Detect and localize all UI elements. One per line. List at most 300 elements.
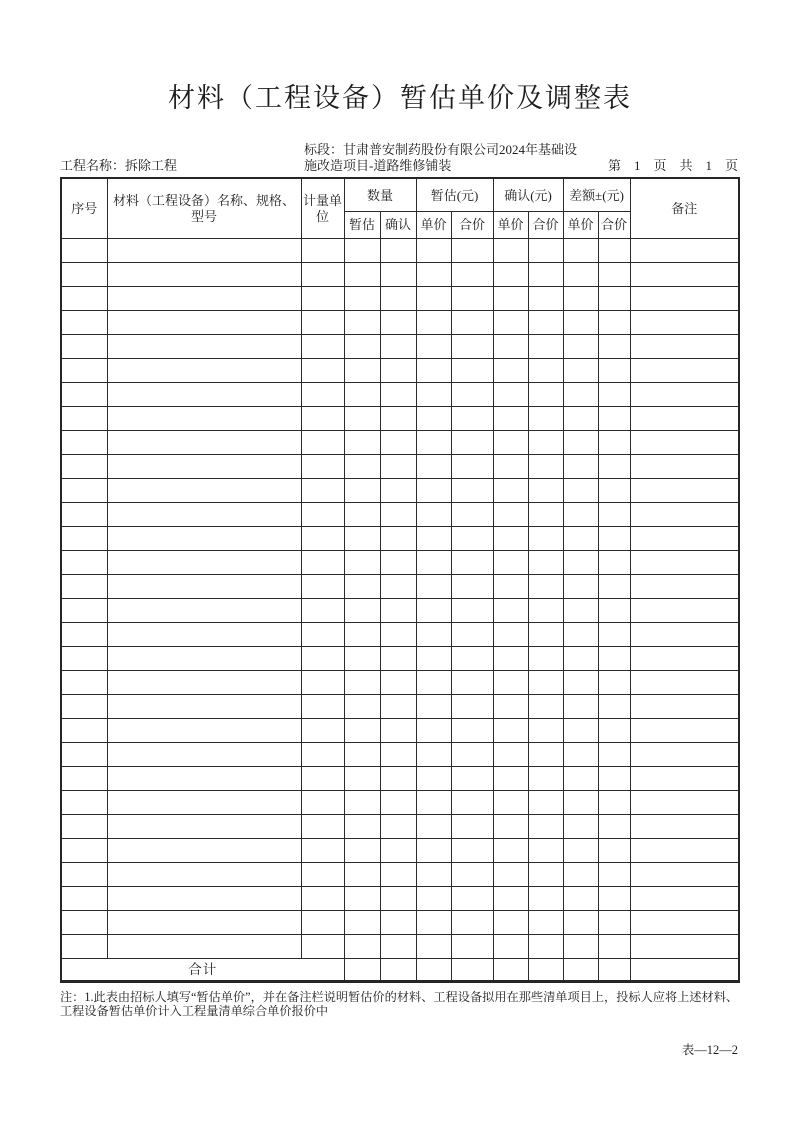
empty-cell [493,886,528,910]
empty-cell [301,694,344,718]
empty-cell [528,334,563,358]
empty-cell [630,646,739,670]
project-name: 工程名称：拆除工程 [60,157,178,173]
empty-cell [598,358,630,382]
empty-cell [416,334,451,358]
page-label: 第 [607,157,621,173]
empty-cell [528,790,563,814]
empty-cell [528,262,563,286]
empty-cell [380,382,416,406]
empty-cell [528,550,563,574]
empty-cell [416,430,451,454]
empty-cell [528,622,563,646]
empty-cell [107,286,301,310]
empty-cell [630,622,739,646]
empty-cell [493,382,528,406]
sub-header-diff-total-price: 合价 [598,211,630,238]
empty-cell [380,238,416,262]
empty-cell [61,862,107,886]
empty-cell [528,598,563,622]
empty-cell [107,718,301,742]
empty-cell [344,358,380,382]
empty-cell [493,910,528,934]
empty-cell [630,814,739,838]
empty-cell [451,646,493,670]
page-title: 材料（工程设备）暂估单价及调整表 [168,83,632,113]
empty-cell [598,262,630,286]
empty-cell [451,550,493,574]
empty-cell [598,694,630,718]
empty-cell [493,598,528,622]
empty-cell [344,790,380,814]
empty-cell [380,670,416,694]
empty-cell [61,478,107,502]
empty-cell [61,310,107,334]
sub-header-conf-unit-price: 单价 [493,211,528,238]
empty-cell [563,502,598,526]
empty-cell [380,454,416,478]
empty-cell [301,742,344,766]
empty-cell [107,574,301,598]
empty-cell [451,502,493,526]
empty-cell [61,550,107,574]
empty-cell [451,670,493,694]
empty-cell [61,670,107,694]
sub-header-qty-provisional: 暂估 [344,211,380,238]
empty-cell [493,646,528,670]
empty-cell [61,910,107,934]
empty-cell [61,286,107,310]
empty-cell [630,358,739,382]
empty-cell [61,502,107,526]
empty-cell [563,574,598,598]
col-group-quantity: 数量 [344,178,416,211]
empty-cell [416,910,451,934]
empty-cell [416,526,451,550]
empty-cell [416,646,451,670]
price-adjustment-table [60,177,740,983]
empty-cell [344,862,380,886]
empty-cell [528,526,563,550]
empty-cell [301,406,344,430]
empty-cell [598,550,630,574]
empty-cell [344,646,380,670]
empty-cell [630,334,739,358]
total-empty-cell [344,958,380,981]
empty-cell [598,766,630,790]
empty-cell [344,454,380,478]
col-header-serial: 序号 [61,178,107,238]
empty-cell [493,862,528,886]
empty-cell [301,622,344,646]
empty-cell [416,934,451,958]
empty-cell [528,358,563,382]
table-row [61,574,739,598]
empty-cell [451,814,493,838]
empty-cell [344,718,380,742]
empty-cell [61,382,107,406]
empty-cell [598,934,630,958]
empty-cell [493,790,528,814]
empty-cell [107,766,301,790]
empty-cell [61,358,107,382]
page-current: 1 [633,157,641,173]
table-row [61,454,739,478]
empty-cell [598,238,630,262]
section-line-2: 施改造项目-道路维修铺装 [304,157,452,173]
table-row [61,862,739,886]
empty-cell [380,718,416,742]
empty-cell [528,478,563,502]
empty-cell [416,382,451,406]
empty-cell [107,694,301,718]
empty-cell [563,454,598,478]
empty-cell [61,598,107,622]
empty-cell [493,814,528,838]
empty-cell [451,238,493,262]
empty-cell [416,310,451,334]
empty-cell [598,838,630,862]
empty-cell [493,526,528,550]
empty-cell [563,238,598,262]
empty-cell [493,670,528,694]
empty-cell [451,430,493,454]
sub-header-prov-unit-price: 单价 [416,211,451,238]
table-row [61,478,739,502]
empty-cell [416,286,451,310]
empty-cell [107,598,301,622]
empty-cell [380,310,416,334]
empty-cell [493,694,528,718]
empty-cell [344,382,380,406]
table-row [61,838,739,862]
empty-cell [344,310,380,334]
empty-cell [301,382,344,406]
empty-cell [380,598,416,622]
empty-cell [107,406,301,430]
empty-cell [61,838,107,862]
empty-cell [344,238,380,262]
empty-cell [344,286,380,310]
empty-cell [451,526,493,550]
table-row [61,286,739,310]
empty-cell [107,622,301,646]
empty-cell [301,718,344,742]
empty-cell [598,718,630,742]
empty-cell [563,742,598,766]
empty-cell [380,814,416,838]
empty-cell [344,478,380,502]
empty-cell [107,454,301,478]
empty-cell [380,406,416,430]
empty-cell [61,766,107,790]
empty-cell [528,286,563,310]
table-row [61,430,739,454]
empty-cell [598,478,630,502]
empty-cell [563,478,598,502]
empty-cell [630,526,739,550]
empty-cell [451,382,493,406]
empty-cell [493,430,528,454]
empty-cell [301,934,344,958]
empty-cell [380,934,416,958]
empty-cell [563,310,598,334]
empty-cell [301,286,344,310]
empty-cell [563,622,598,646]
empty-cell [598,886,630,910]
empty-cell [416,454,451,478]
empty-cell [416,406,451,430]
empty-cell [380,838,416,862]
table-body [61,238,739,958]
empty-cell [416,718,451,742]
empty-cell [301,598,344,622]
empty-cell [563,598,598,622]
empty-cell [528,766,563,790]
footnote: 注：1.此表由招标人填写“暂估单价”，并在备注栏说明暂估价的材料、工程设备拟用在那些清单项目上，投标人应将上述材料、工程设备暂估单价计入工程量清单综合单价报价中 [60,989,739,1019]
empty-cell [598,814,630,838]
section-name [304,142,608,174]
empty-cell [451,454,493,478]
empty-cell [451,334,493,358]
empty-cell [598,310,630,334]
empty-cell [380,790,416,814]
empty-cell [563,670,598,694]
empty-cell [493,718,528,742]
empty-cell [301,814,344,838]
empty-cell [301,358,344,382]
empty-cell [630,502,739,526]
empty-cell [301,862,344,886]
empty-cell [416,790,451,814]
empty-cell [528,406,563,430]
empty-cell [528,814,563,838]
empty-cell [344,670,380,694]
empty-cell [528,910,563,934]
empty-cell [563,526,598,550]
empty-cell [563,862,598,886]
empty-cell [380,334,416,358]
empty-cell [451,262,493,286]
empty-cell [380,262,416,286]
empty-cell [451,574,493,598]
empty-cell [107,310,301,334]
table-row [61,310,739,334]
table-row [61,550,739,574]
empty-cell [528,862,563,886]
empty-cell [380,886,416,910]
empty-cell [380,478,416,502]
info-row [60,142,738,174]
empty-cell [416,862,451,886]
empty-cell [563,766,598,790]
total-empty-cell [416,958,451,981]
empty-cell [563,646,598,670]
empty-cell [416,478,451,502]
empty-cell [416,598,451,622]
empty-cell [563,358,598,382]
empty-cell [344,502,380,526]
empty-cell [528,382,563,406]
col-header-name: 材料（工程设备）名称、规格、型号 [107,178,301,238]
empty-cell [451,598,493,622]
empty-cell [563,934,598,958]
table-row [61,886,739,910]
empty-cell [630,862,739,886]
empty-cell [380,574,416,598]
empty-cell [344,694,380,718]
empty-cell [528,838,563,862]
empty-cell [61,454,107,478]
empty-cell [61,574,107,598]
empty-cell [301,238,344,262]
empty-cell [416,838,451,862]
table-row [61,238,739,262]
empty-cell [630,382,739,406]
empty-cell [301,766,344,790]
empty-cell [61,814,107,838]
total-empty-cell [528,958,563,981]
empty-cell [107,790,301,814]
empty-cell [61,694,107,718]
empty-cell [630,262,739,286]
empty-cell [107,934,301,958]
empty-cell [451,838,493,862]
empty-cell [528,238,563,262]
col-group-difference: 差额±(元) [563,178,630,211]
empty-cell [528,574,563,598]
table-row [61,790,739,814]
empty-cell [528,646,563,670]
table-row [61,646,739,670]
empty-cell [344,526,380,550]
table-row [61,262,739,286]
empty-cell [528,310,563,334]
empty-cell [563,910,598,934]
total-empty-cell [380,958,416,981]
empty-cell [344,814,380,838]
empty-cell [493,574,528,598]
table-row [61,622,739,646]
empty-cell [344,838,380,862]
empty-cell [598,862,630,886]
page-total-label: 共 [679,157,693,173]
form-code: 表—12—2 [681,1042,738,1057]
empty-cell [451,478,493,502]
empty-cell [107,430,301,454]
empty-cell [451,862,493,886]
empty-cell [598,646,630,670]
empty-cell [451,286,493,310]
empty-cell [380,430,416,454]
empty-cell [416,694,451,718]
empty-cell [344,334,380,358]
total-label: 合计 [61,958,344,981]
empty-cell [493,454,528,478]
empty-cell [451,622,493,646]
empty-cell [493,838,528,862]
empty-cell [528,934,563,958]
empty-cell [61,718,107,742]
total-empty-cell [451,958,493,981]
empty-cell [563,814,598,838]
empty-cell [563,406,598,430]
empty-cell [61,430,107,454]
empty-cell [528,430,563,454]
empty-cell [61,238,107,262]
empty-cell [630,910,739,934]
total-row [61,958,739,981]
empty-cell [451,742,493,766]
page-total: 1 [705,157,712,173]
empty-cell [451,406,493,430]
empty-cell [61,526,107,550]
empty-cell [301,790,344,814]
empty-cell [563,694,598,718]
empty-cell [416,358,451,382]
empty-cell [344,574,380,598]
empty-cell [630,838,739,862]
empty-cell [451,910,493,934]
empty-cell [301,910,344,934]
empty-cell [451,694,493,718]
empty-cell [301,526,344,550]
sub-header-diff-unit-price: 单价 [563,211,598,238]
empty-cell [380,358,416,382]
empty-cell [451,310,493,334]
empty-cell [493,286,528,310]
empty-cell [107,838,301,862]
empty-cell [344,550,380,574]
empty-cell [107,814,301,838]
total-empty-cell [493,958,528,981]
empty-cell [344,622,380,646]
empty-cell [344,262,380,286]
empty-cell [630,742,739,766]
empty-cell [630,406,739,430]
empty-cell [344,742,380,766]
empty-cell [630,430,739,454]
table-row [61,598,739,622]
empty-cell [301,670,344,694]
empty-cell [451,790,493,814]
total-section [61,958,739,981]
empty-cell [598,574,630,598]
empty-cell [301,574,344,598]
empty-cell [301,478,344,502]
empty-cell [630,886,739,910]
empty-cell [630,598,739,622]
empty-cell [107,646,301,670]
total-remarks-cell [630,958,739,981]
empty-cell [344,406,380,430]
empty-cell [107,334,301,358]
empty-cell [563,838,598,862]
empty-cell [416,238,451,262]
empty-cell [380,862,416,886]
empty-cell [630,310,739,334]
empty-cell [563,334,598,358]
empty-cell [598,790,630,814]
empty-cell [380,766,416,790]
empty-cell [380,742,416,766]
total-empty-cell [598,958,630,981]
empty-cell [598,910,630,934]
empty-cell [630,934,739,958]
empty-cell [528,670,563,694]
empty-cell [416,550,451,574]
section-line-1: 标段：甘肃普安制药股份有限公司2024年基础设 [304,141,578,157]
